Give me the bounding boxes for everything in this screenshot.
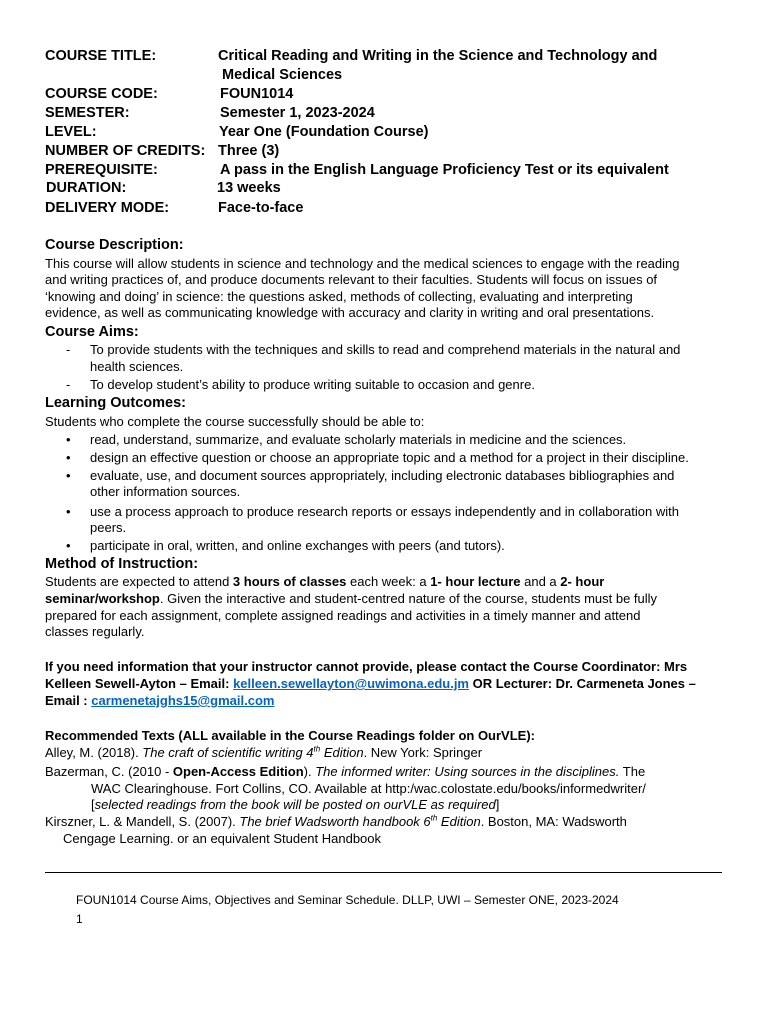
reference-bazerman-cont: WAC Clearinghouse. Fort Collins, CO. Available at http:/wac.colostate.edu/books/informedwriter/	[91, 781, 646, 796]
delivery-mode-label: DELIVERY MODE:	[45, 200, 170, 216]
description-line: ‘knowing and doing’ in science: the questions asked, methods of collecting, evaluating and interpreting	[45, 289, 633, 304]
course-code-value: FOUN1014	[220, 86, 294, 102]
course-code-label: COURSE CODE:	[45, 86, 158, 102]
outcome-line: evaluate, use, and document sources appropriately, including electronic databases bibliographies and	[90, 468, 675, 483]
reference-kirszner-cont: Cengage Learning. or an equivalent Student Handbook	[63, 831, 382, 846]
reference-kirszner: Kirszner, L. & Mandell, S. (2007). The brief Wadsworth handbook 6th Edition. Boston, MA: Wadsworth	[45, 813, 627, 829]
semester-label: SEMESTER:	[45, 105, 130, 121]
course-title-label: COURSE TITLE:	[45, 48, 157, 64]
aim-line: health sciences.	[90, 359, 184, 374]
contact-line: If you need information that your instructor cannot provide, please contact the Course Coordinator: Mrs	[45, 659, 688, 674]
credits-value: Three (3)	[218, 143, 280, 159]
recommended-texts-heading: Recommended Texts (ALL available in the Course Readings folder on OurVLE):	[45, 728, 535, 743]
description-line: evidence, as well as communicating knowledge with accuracy and clarity in writing and oral presentations.	[45, 305, 655, 320]
course-title-value: Critical Reading and Writing in the Science and Technology and	[218, 48, 658, 64]
course-title-value-cont: Medical Sciences	[222, 67, 343, 83]
prerequisite-label: PREREQUISITE:	[45, 162, 158, 178]
aim-line: To provide students with the techniques and skills to read and comprehend materials in the natural and	[90, 342, 681, 357]
outcome-line: peers.	[90, 520, 127, 535]
level-label: LEVEL:	[45, 124, 97, 140]
reference-bazerman-cont: [selected readings from the book will be posted on ourVLE as required]	[91, 797, 500, 812]
outcome-line: design an effective question or choose an appropriate topic and a method for a project in their discipline.	[90, 450, 689, 465]
course-aims-heading: Course Aims:	[45, 324, 139, 340]
instruction-line: seminar/workshop. Given the interactive and student-centred nature of the course, students must be fully	[45, 591, 658, 606]
contact-line: Email : carmenetajghs15@gmail.com	[45, 693, 275, 708]
aim-marker: -	[66, 377, 71, 392]
instruction-line: prepared for each assignment, complete assigned readings and activities in a timely manner and attend	[45, 608, 641, 623]
instruction-line: classes regularly.	[45, 624, 145, 639]
description-line: and writing practices of, and produce documents relevant to their faculties. Students will focus on issues of	[45, 272, 658, 287]
reference-alley: Alley, M. (2018). The craft of scientific writing 4th Edition. New York: Springer	[45, 744, 483, 760]
contact-line: Kelleen Sewell-Ayton – Email: kelleen.sewellayton@uwimona.edu.jm OR Lecturer: Dr. Carmeneta Jones –	[45, 676, 696, 691]
bullet-icon: •	[66, 468, 71, 483]
lecturer-email-link[interactable]: carmenetajghs15@gmail.com	[91, 693, 275, 708]
credits-label: NUMBER OF CREDITS:	[45, 143, 206, 159]
instruction-line: Students are expected to attend 3 hours of classes each week: a 1- hour lecture and a 2- hour	[45, 574, 605, 589]
instruction-heading: Method of Instruction:	[45, 556, 199, 572]
bullet-icon: •	[66, 538, 71, 553]
learning-outcomes-heading: Learning Outcomes:	[45, 395, 186, 411]
course-description-heading: Course Description:	[45, 237, 184, 253]
level-value: Year One (Foundation Course)	[219, 124, 429, 140]
page-number: 1	[76, 912, 83, 926]
outcome-line: read, understand, summarize, and evaluate scholarly materials in medicine and the sciences.	[90, 432, 627, 447]
reference-bazerman: Bazerman, C. (2010 - Open-Access Edition). The informed writer: Using sources in the disciplines. The	[45, 764, 646, 779]
outcome-line: participate in oral, written, and online exchanges with peers (and tutors).	[90, 538, 505, 553]
bullet-icon: •	[66, 432, 71, 447]
bullet-icon: •	[66, 504, 71, 519]
outcome-line: use a process approach to produce research reports or essays independently and in collaboration with	[90, 504, 679, 519]
duration-value: 13 weeks	[217, 180, 281, 196]
aim-line: To develop student’s ability to produce writing suitable to occasion and genre.	[90, 377, 535, 392]
duration-label: DURATION:	[46, 180, 127, 196]
footer-text: FOUN1014 Course Aims, Objectives and Seminar Schedule. DLLP, UWI – Semester ONE, 2023-2024	[76, 893, 619, 907]
bullet-icon: •	[66, 450, 71, 465]
delivery-mode-value: Face-to-face	[218, 200, 304, 216]
description-line: This course will allow students in science and technology and the medical sciences to engage with the reading	[45, 256, 680, 271]
footer-divider	[45, 872, 722, 873]
outcome-line: other information sources.	[90, 484, 241, 499]
coordinator-email-link[interactable]: kelleen.sewellayton@uwimona.edu.jm	[233, 676, 469, 691]
semester-value: Semester 1, 2023-2024	[220, 105, 375, 121]
prerequisite-value: A pass in the English Language Proficiency Test or its equivalent	[220, 162, 669, 178]
outcomes-intro: Students who complete the course successfully should be able to:	[45, 414, 425, 429]
aim-marker: -	[66, 342, 71, 357]
